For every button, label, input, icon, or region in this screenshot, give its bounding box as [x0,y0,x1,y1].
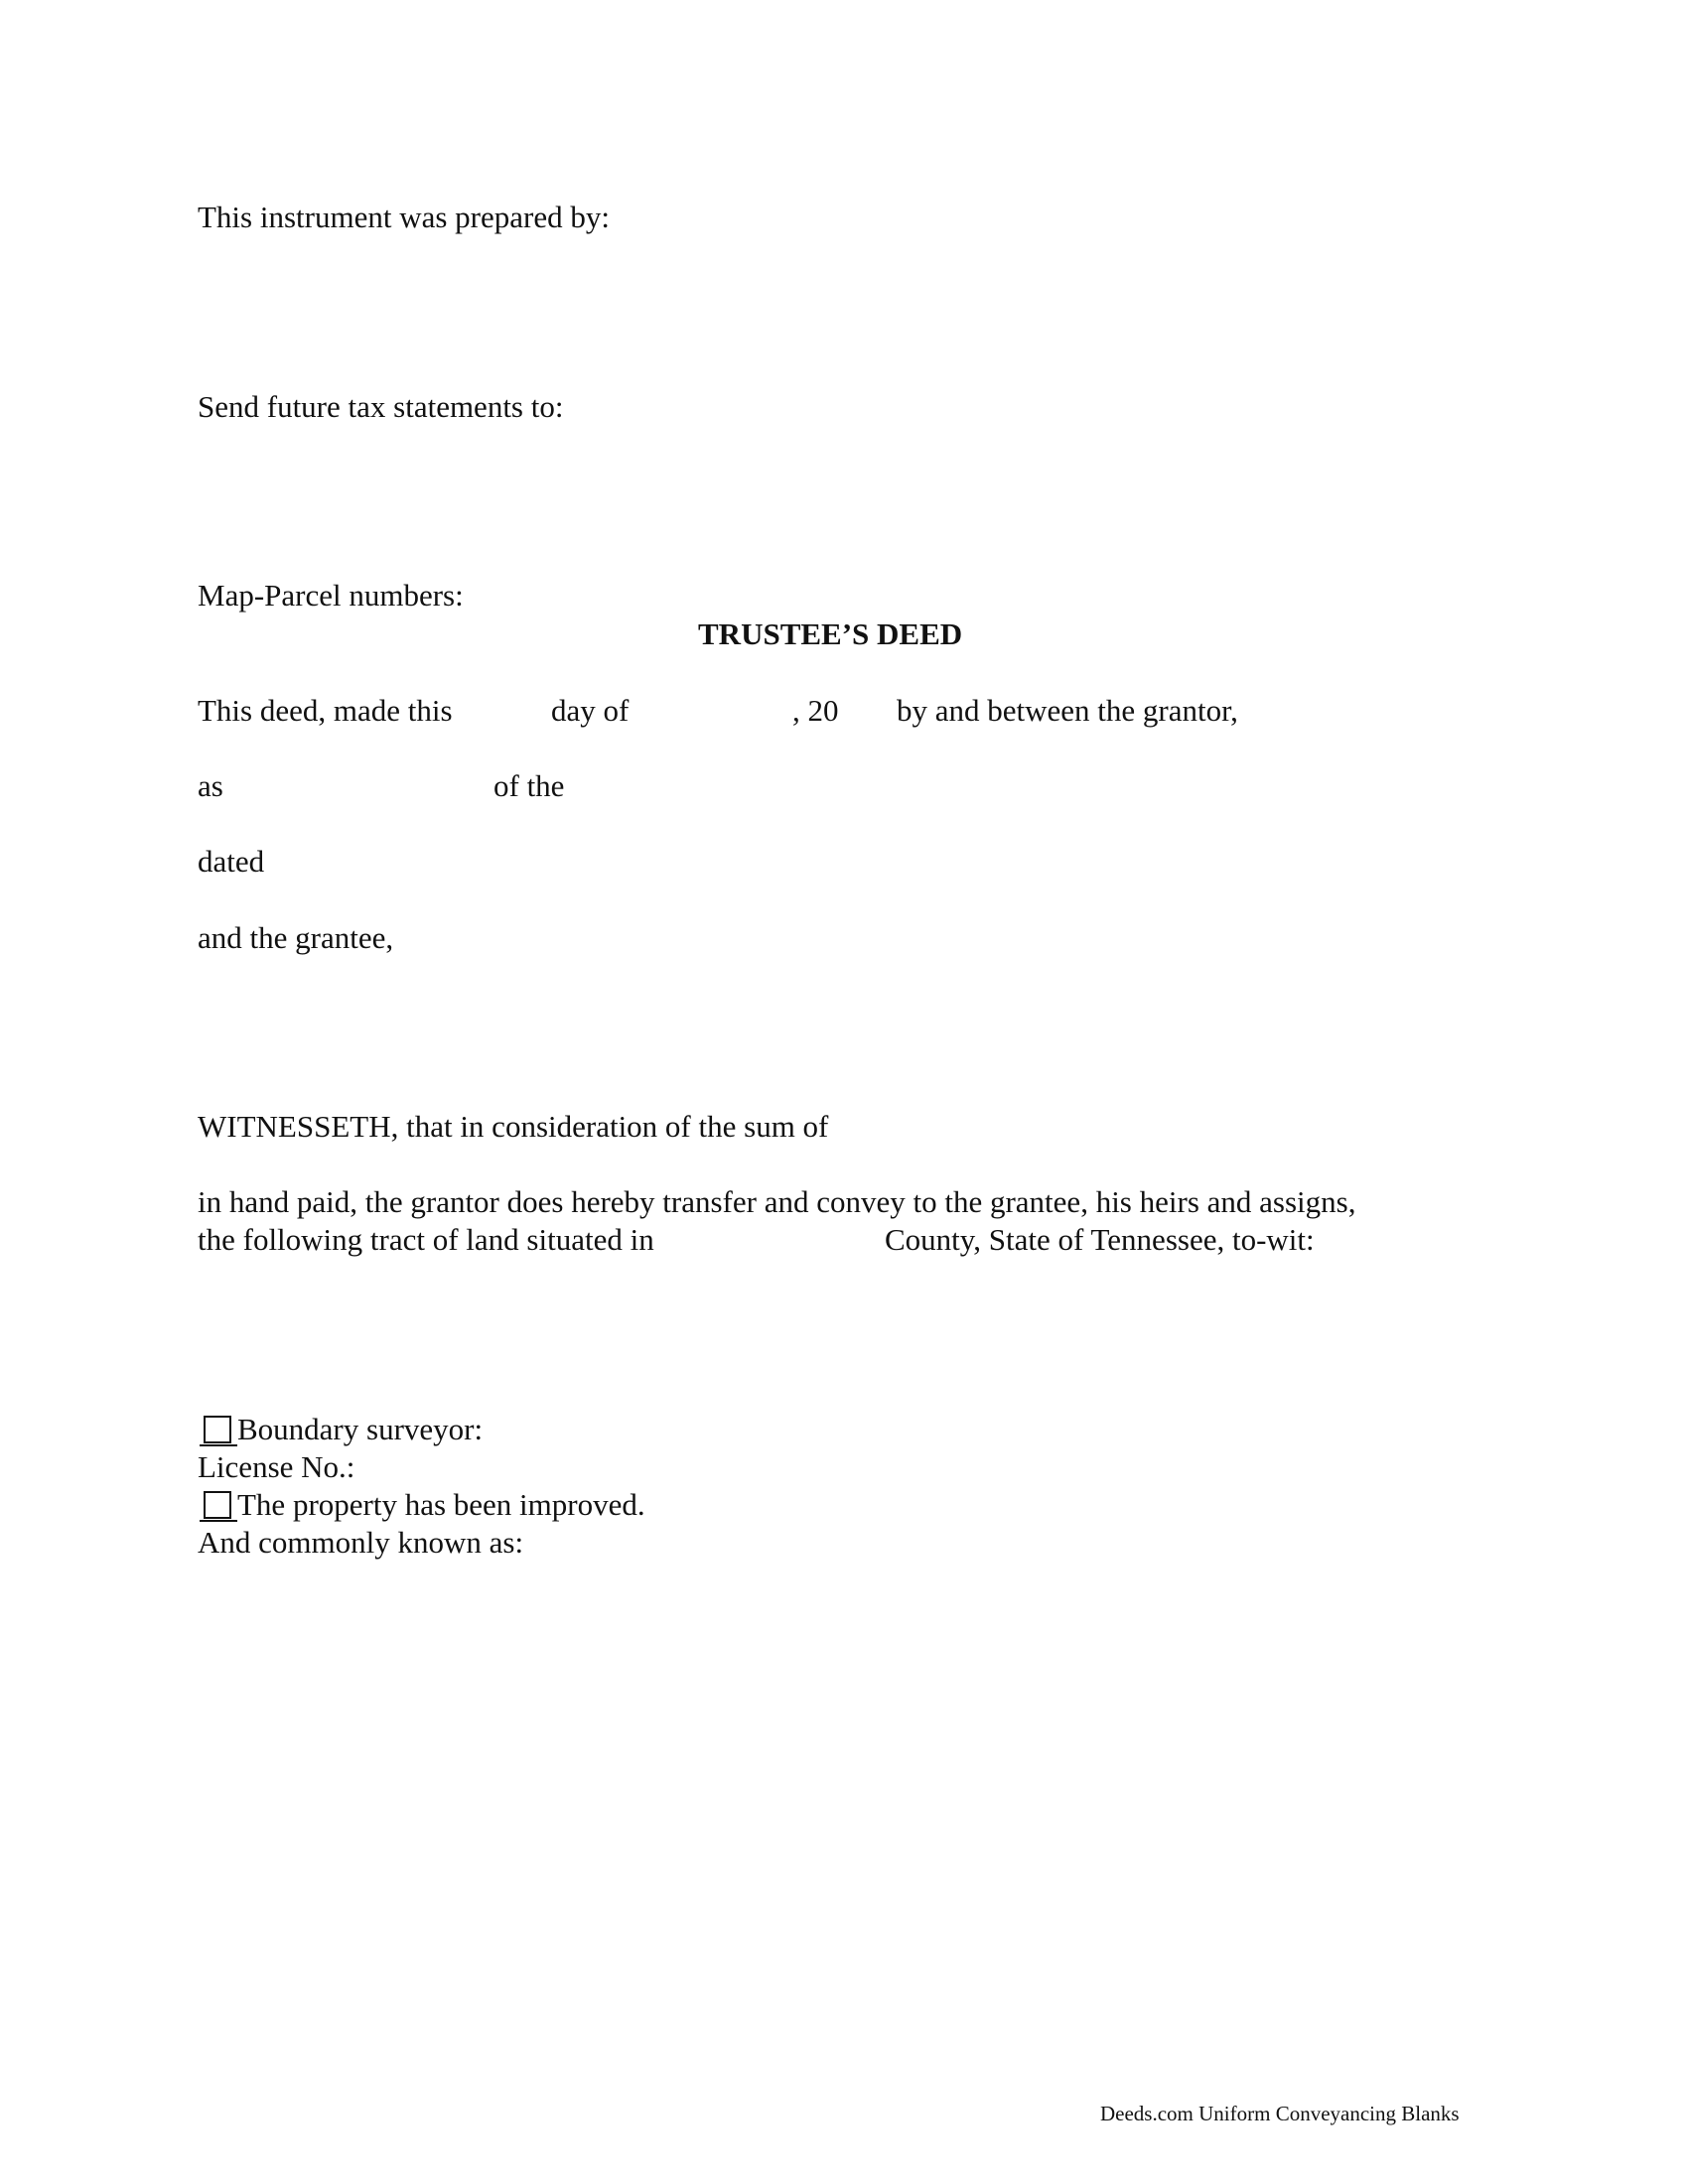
deed-between-grantor: by and between the grantor, [897,693,1238,728]
witnesseth-clause: WITNESSETH, that in consideration of the sum of [198,1109,829,1144]
license-no-label: License No.: [198,1449,355,1484]
deed-made-this: This deed, made this [198,693,453,728]
dated-label: dated [198,844,265,879]
boundary-surveyor-checkbox[interactable] [204,1416,231,1443]
property-improved-row [204,1487,645,1523]
property-improved-checkbox[interactable] [204,1491,231,1519]
tax-statements-label: Send future tax statements to: [198,389,564,424]
prepared-by-label: This instrument was prepared by: [198,200,610,234]
boundary-surveyor-label: Boundary surveyor: [237,1412,484,1446]
as-label: as [198,768,223,803]
grantee-label: and the grantee, [198,920,394,955]
deed-year-prefix: , 20 [792,693,839,728]
commonly-known-label: And commonly known as: [198,1525,524,1560]
property-improved-label: The property has been improved. [237,1487,645,1522]
deed-day-of: day of [551,693,630,728]
document-title: TRUSTEE’S DEED [698,616,963,651]
of-the-label: of the [493,768,565,803]
boundary-surveyor-row [204,1412,483,1447]
conveyance-line-1: in hand paid, the grantor does hereby transfer and convey to the grantee, his heirs and assigns, [198,1184,1356,1219]
map-parcel-label: Map-Parcel numbers: [198,578,464,613]
footer-credit: Deeds.com Uniform Conveyancing Blanks [1100,2102,1460,2125]
conveyance-line-2b: County, State of Tennessee, to-wit: [885,1222,1315,1257]
conveyance-line-2a: the following tract of land situated in [198,1222,654,1257]
